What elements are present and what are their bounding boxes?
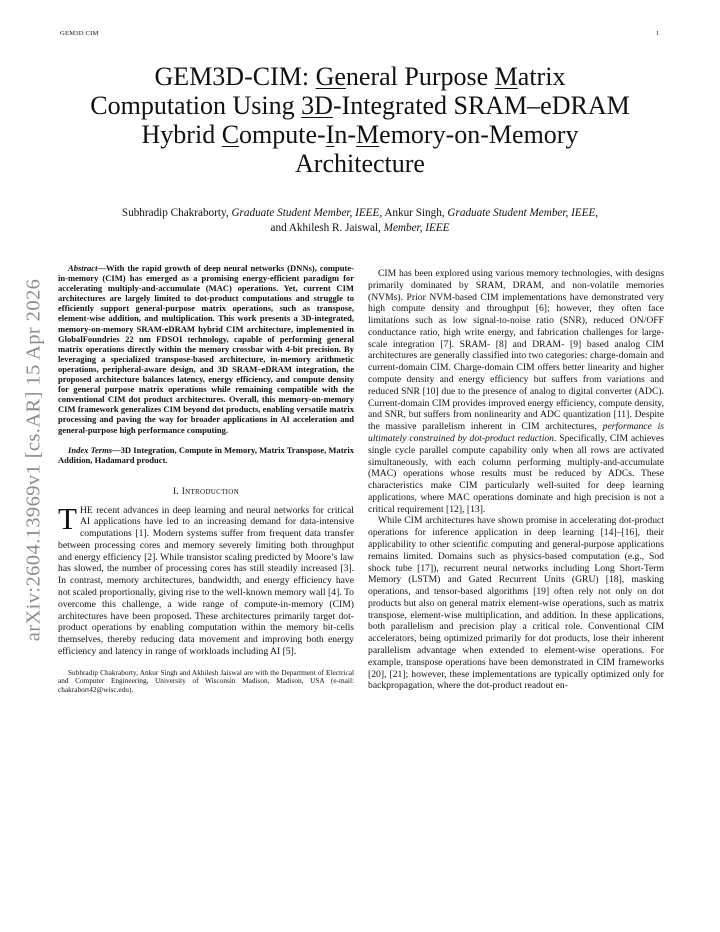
index-terms: Index Terms—3D Integration, Compute in Memory, Matrix Transpose, Matrix Addition, Hadamard product. <box>58 444 354 465</box>
author-list: Subhradip Chakraborty, Graduate Student Member, IEEE, Ankur Singh, Graduate Student Member, IEEE, and Akhilesh R. Jaiswal, Member, IEEE <box>121 207 599 234</box>
left-column <box>58 263 354 702</box>
right-column <box>368 268 664 692</box>
intro-paragraph: THE recent advances in deep learning and neural networks for critical AI applications have led to an increasing demand for data-intensive computations [1]. Modern systems suffer from frequent data transfer between processing cores and memory severely limiting both throughput and energy efficiency [2]. While transistor scaling predicted by Moore’s law has slowed, the number of processing cores has still steadily increased [3]. In contrast, memory architectures, bandwidth, and energy efficiency have not scaled proportionally, giving rise to the well-known memory wall [4]. To overcome this challenge, a wide range of compute-in-memory (CIM) architectures have been proposed. These architectures primarily target dot-product operations by enabling computation within the memory bit-cells themselves, thereby reducing data movement and improving both energy efficiency and latency in range of workloads including AI [5]. <box>58 500 354 657</box>
footnote: Subhradip Chakraborty, Ankur Singh and Akhilesh Jaiswal are with the Department of Electrical and Computer Engineering, University of Wisconsin Madison, Madison, USA (e-mail: chakrabort42@wisc.edu). <box>58 667 354 695</box>
paper-title: GEM3D-CIM: General Purpose Matrix Computation Using 3D-Integrated SRAM–eDRAM Hybrid Compute-In-Memory-on-Memory Architecture <box>90 62 630 178</box>
running-header: GEM3D CIM <box>60 30 99 37</box>
section-heading: I. Introduction <box>173 486 239 497</box>
drop-cap: T <box>58 500 77 536</box>
abstract: Abstract—With the rapid growth of deep neural networks (DNNs), compute-in-memory (CIM) has emerged as a promising energy-efficient paradigm for accelerating multiply-and-accumulate (MAC) operations. Yet, current CIM architectures are largely limited to dot-product computations and struggle to efficiently support general-purpose matrix operations, such as transpose, element-wise addition, and multiplication. This work presents a 3D-integrated, memory-on-memory SRAM-eDRAM hybrid CIM architecture, implemented in GlobalFoundries 22 nm FDSOI technology, capable of performing general matrix operations directly within the memory crossbar with 4-bit precision. By leveraging a specialized transpose-based architecture, in-memory arithmetic operations, peripheral-aware design, and 3D SRAM–eDRAM integration, the proposed architecture balances latency, energy efficiency, and compute density for general purpose matrix operations while remaining compatible with the conventional CIM dot product architectures. Overall, this memory-on-memory CIM framework generalizes CIM beyond dot products, enabling versatile matrix processing and paving the way for broader applications in AI acceleration and general-purpose high performance computing. <box>58 263 354 435</box>
arxiv-watermark: arXiv:2604.13969v1 [cs.AR] 15 Apr 2026 <box>22 278 45 642</box>
body-paragraph: While CIM architectures have shown promise in accelerating dot-product operations for inference application in deep learning [14]–[16], their applicability to other scientific computing and general-purpose applications remains limited. Domains such as physics-based computation (e.g., Sod shock tube [17]), recurrent neural networks including Long Short-Term Memory (LSTM) and Gated Recurrent Units (GRU) [18], masking operations, and tensor-based algorithms [19] often rely not only on dot products but also on general matrix element-wise operations, such as matrix transpose, element-wise multiplication, and addition. In these applications, both parallelism and precision play a critical role. Conventional CIM accelerators, being optimized primarily for dot products, lose their inherent parallelism advantage when extended to element-wise operations. For example, transpose operations have been demonstrated in CIM frameworks [20], [21]; however, these implementations are typically optimized only for backpropagation, where the dot-product readout en- <box>368 515 664 692</box>
body-paragraph: CIM has been explored using various memory technologies, with designs primarily dominated by SRAM, DRAM, and non-volatile memories (NVMs). Prior NVM-based CIM implementations have demonstrated very high compute density and throughput [6]; however, they often face limitations such as low signal-to-noise ratio (SNR), reduced ON/OFF conductance ratio, high write energy, and fabrication challenges for large-scale integration [7]. SRAM- [8] and DRAM- [9] based analog CIM architectures are generally classified into two categories: charge-domain and current-domain CIM. Charge-domain CIM offers better linearity and higher compute density and energy efficiency but suffers from variations and reduced SNR [10] due to the presence of analog to digital converter (ADC). Current-domain CIM provides improved energy efficiency, compute density, and SNR, but suffers from nonlinearity and ADC quantization [11]. Despite the massive parallelism inherent in CIM architectures, performance is ultimately constrained by dot-product reduction. Specifically, CIM achieves single cycle parallel compute capability only when all rows are activated simultaneously, with each column performing multiply-and-accumulate (MAC) operations whose results must be reduced by ADCs. These characteristics make CIM particularly well-suited for deep learning applications, where MAC operations dominate and high precision is not a critical requirement [12], [13]. <box>368 268 664 515</box>
page-number: 1 <box>656 30 660 37</box>
